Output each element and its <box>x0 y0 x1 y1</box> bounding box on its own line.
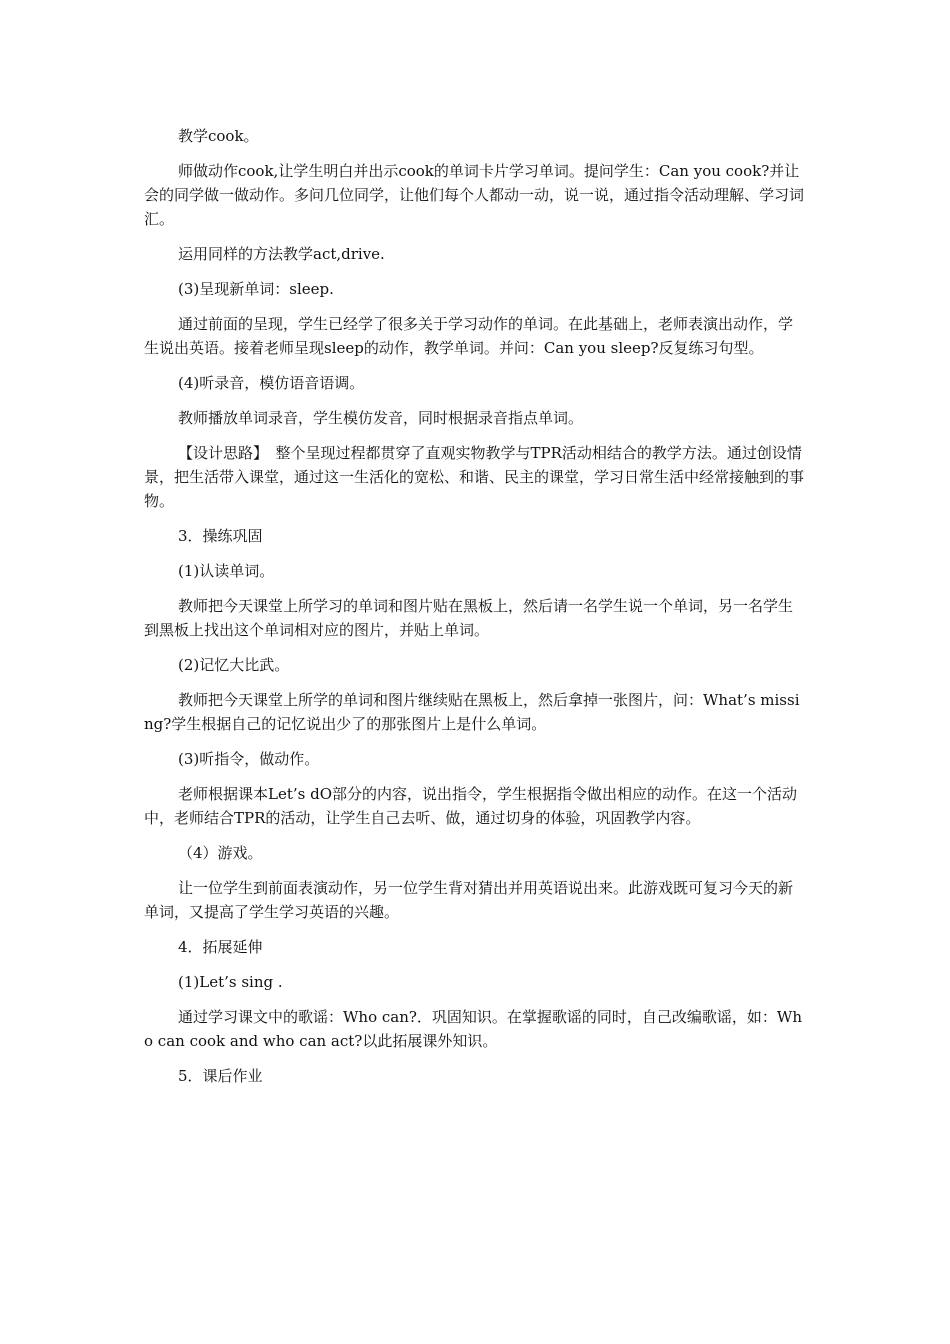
paragraph-design-idea: 【设计思路】 整个呈现过程都贯穿了直观实物教学与TPR活动相结合的教学方法。通过创设情景，把生活带入课堂，通过这一生活化的宽松、和谐、民主的课堂，学习日常生活中经常接触到的事物。 <box>144 444 805 510</box>
section-heading-practice: 3．操练巩固 <box>178 527 263 545</box>
paragraph-step-3-sleep: (3)呈现新单词：sleep. <box>178 280 334 298</box>
paragraph-sing-activity: 通过学习课文中的歌谣：Who can?．巩固知识。在掌握歌谣的同时，自己改编歌谣，如：Who can cook and who can act?以此拓展课外知识。 <box>144 1008 803 1050</box>
section-heading-homework: 5．课后作业 <box>178 1067 263 1085</box>
paragraph-read-activity: 教师把今天课堂上所学习的单词和图片贴在黑板上，然后请一名学生说一个单词，另一名学生到黑板上找出这个单词相对应的图片，并贴上单词。 <box>144 597 794 639</box>
paragraph-step-4-game: （4）游戏。 <box>178 844 263 862</box>
paragraph-step-1-read: (1)认读单词。 <box>178 562 275 580</box>
paragraph-cook-activity: 师做动作cook,让学生明白并出示cook的单词卡片学习单词。提问学生：Can you cook?并让会的同学做一做动作。多问几位同学，让他们每个人都动一动，说一说，通过指令活动理解、学习词汇。 <box>144 162 805 228</box>
paragraph-game-activity: 让一位学生到前面表演动作，另一位学生背对猜出并用英语说出来。此游戏既可复习今天的新单词，又提高了学生学习英语的兴趣。 <box>144 879 794 921</box>
paragraph-teach-cook: 教学cook。 <box>178 127 259 145</box>
section-heading-extension: 4．拓展延伸 <box>178 938 263 956</box>
paragraph-step-1-sing: (1)Let’s sing . <box>178 973 283 991</box>
paragraph-step-2-memory: (2)记忆大比武。 <box>178 656 290 674</box>
paragraph-step-4-listen: (4)听录音，模仿语音语调。 <box>178 374 365 392</box>
paragraph-instructions-activity: 老师根据课本Let’s dO部分的内容，说出指令，学生根据指令做出相应的动作。在这一个活动中，老师结合TPR的活动，让学生自己去听、做，通过切身的体验，巩固教学内容。 <box>144 785 798 827</box>
paragraph-sleep-activity: 通过前面的呈现，学生已经学了很多关于学习动作的单词。在此基础上，老师表演出动作，学生说出英语。接着老师呈现sleep的动作，教学单词。并问：Can you sleep?反复练习句型。 <box>144 315 794 357</box>
paragraph-step-3-instructions: (3)听指令，做动作。 <box>178 750 320 768</box>
paragraph-same-method: 运用同样的方法教学act,drive. <box>178 245 385 263</box>
paragraph-memory-activity: 教师把今天课堂上所学的单词和图片继续贴在黑板上，然后拿掉一张图片，问：What’s missing?学生根据自己的记忆说出少了的那张图片上是什么单词。 <box>144 691 800 733</box>
document-body <box>144 124 806 1099</box>
paragraph-play-recording: 教师播放单词录音，学生模仿发音，同时根据录音指点单词。 <box>178 409 584 427</box>
